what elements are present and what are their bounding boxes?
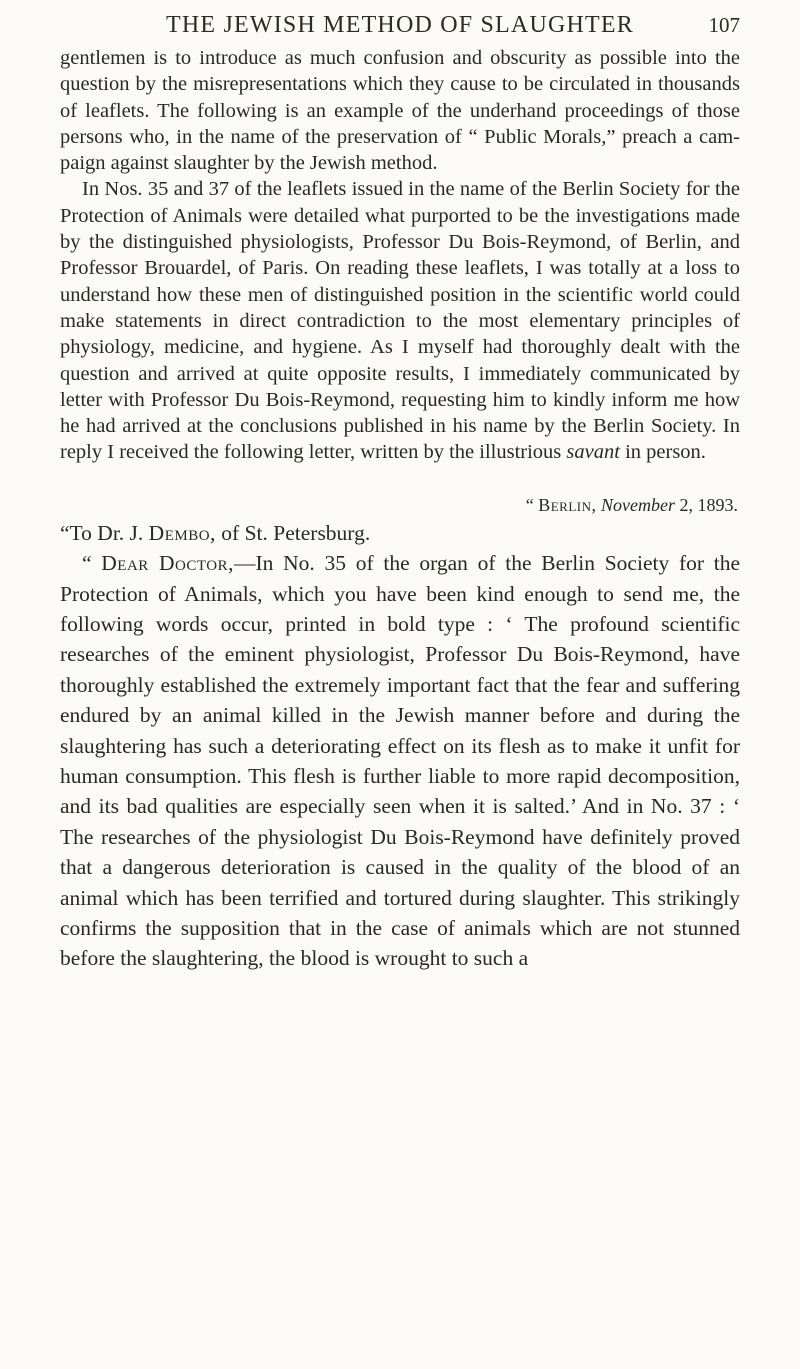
letter-body-text: —In No. 35 of the organ of the Berlin Society for the Protection of Animals, which you have been kind enough to send me, the following words occur, printed in bold type : ‘ The profound scientific researches of the eminent physiologist, Professor Du Bois-Reymond, have thoroughly established the extremely important fact that the fear and suffering endured by an animal killed in the Jewish manner before and during the slaughtering has such a deteriorating effect on its flesh as to make it unfit for human consumption. This flesh is further liable to more rapid decomposition, and its bad qualities are especially seen when it is salted.’ And in No. 37 : ‘ The researches of the physiologist Du Bois-Reymond have definitely proved that a dangerous deterioration is caused in the quality of the blood of an animal which has been terrified and tortured during slaughter. This strikingly confirms the supposition that in the case of animals which are not stunned before the slaughtering, the blood is wrought to such a xyxy=(60,551,741,971)
dateline-date: 2, 1893. xyxy=(675,494,738,515)
dateline-month: November xyxy=(601,494,675,515)
letter-greeting: Dear Doctor, xyxy=(101,551,234,576)
body-text xyxy=(60,45,740,974)
running-title: THE JEWISH METHOD OF SLAUGHTER xyxy=(166,12,634,38)
salutation-prefix: “To Dr. J. xyxy=(60,520,149,545)
page-number: 107 xyxy=(708,13,740,37)
dateline-place: Berlin, xyxy=(538,494,597,515)
running-head xyxy=(60,10,740,40)
letter-text xyxy=(60,518,740,974)
dateline-quote: “ xyxy=(525,494,539,515)
narrative-text xyxy=(60,45,740,466)
greeting-quote: “ xyxy=(82,551,102,576)
paragraph-leaflets xyxy=(60,176,740,465)
salutation-name: Dembo, xyxy=(148,520,216,545)
letter-body xyxy=(60,548,740,974)
letter-dateline xyxy=(60,492,740,518)
salutation-suffix: of St. Petersburg. xyxy=(215,520,371,545)
paragraph-leaflets-text: In Nos. 35 and 37 of the leaflets issued in the name of the Berlin Society for the Protection of Animals were detailed what purported to be the investigations made by the distinguished physiologists, Professor Du Bois-Reymond, of Berlin, and Professor Brouardel, of Paris. On reading these leaflets, I was totally at a loss to understand how these men of distinguished position in the scientific world could make statements in direct contradiction to the most elementary principles of physiology, medicine, and hygiene. As I myself had thoroughly dealt with the question and arrived at quite opposite results, I immediately communicated by letter with Professor Du Bois-Reymond, requesting him to kindly inform me how he had arrived at the conclusions published in his name by the Berlin Society. In reply I received the following letter, written by the illustrious xyxy=(60,178,740,464)
savant-italic: savant xyxy=(566,441,620,464)
paragraph-opening: gentlemen is to introduce as much confusion and obscurity as possible into the question by the misrepresentations which they cause to be circulated in thousands of leaflets. The following is an example of the underhand proceedings of those persons who, in the name of the preservation of “ Public Morals,” preach a campaign against slaughter by the Jewish method. xyxy=(60,47,740,175)
paragraph-leaflets-end: in person. xyxy=(619,441,706,464)
letter-salutation xyxy=(60,518,740,548)
